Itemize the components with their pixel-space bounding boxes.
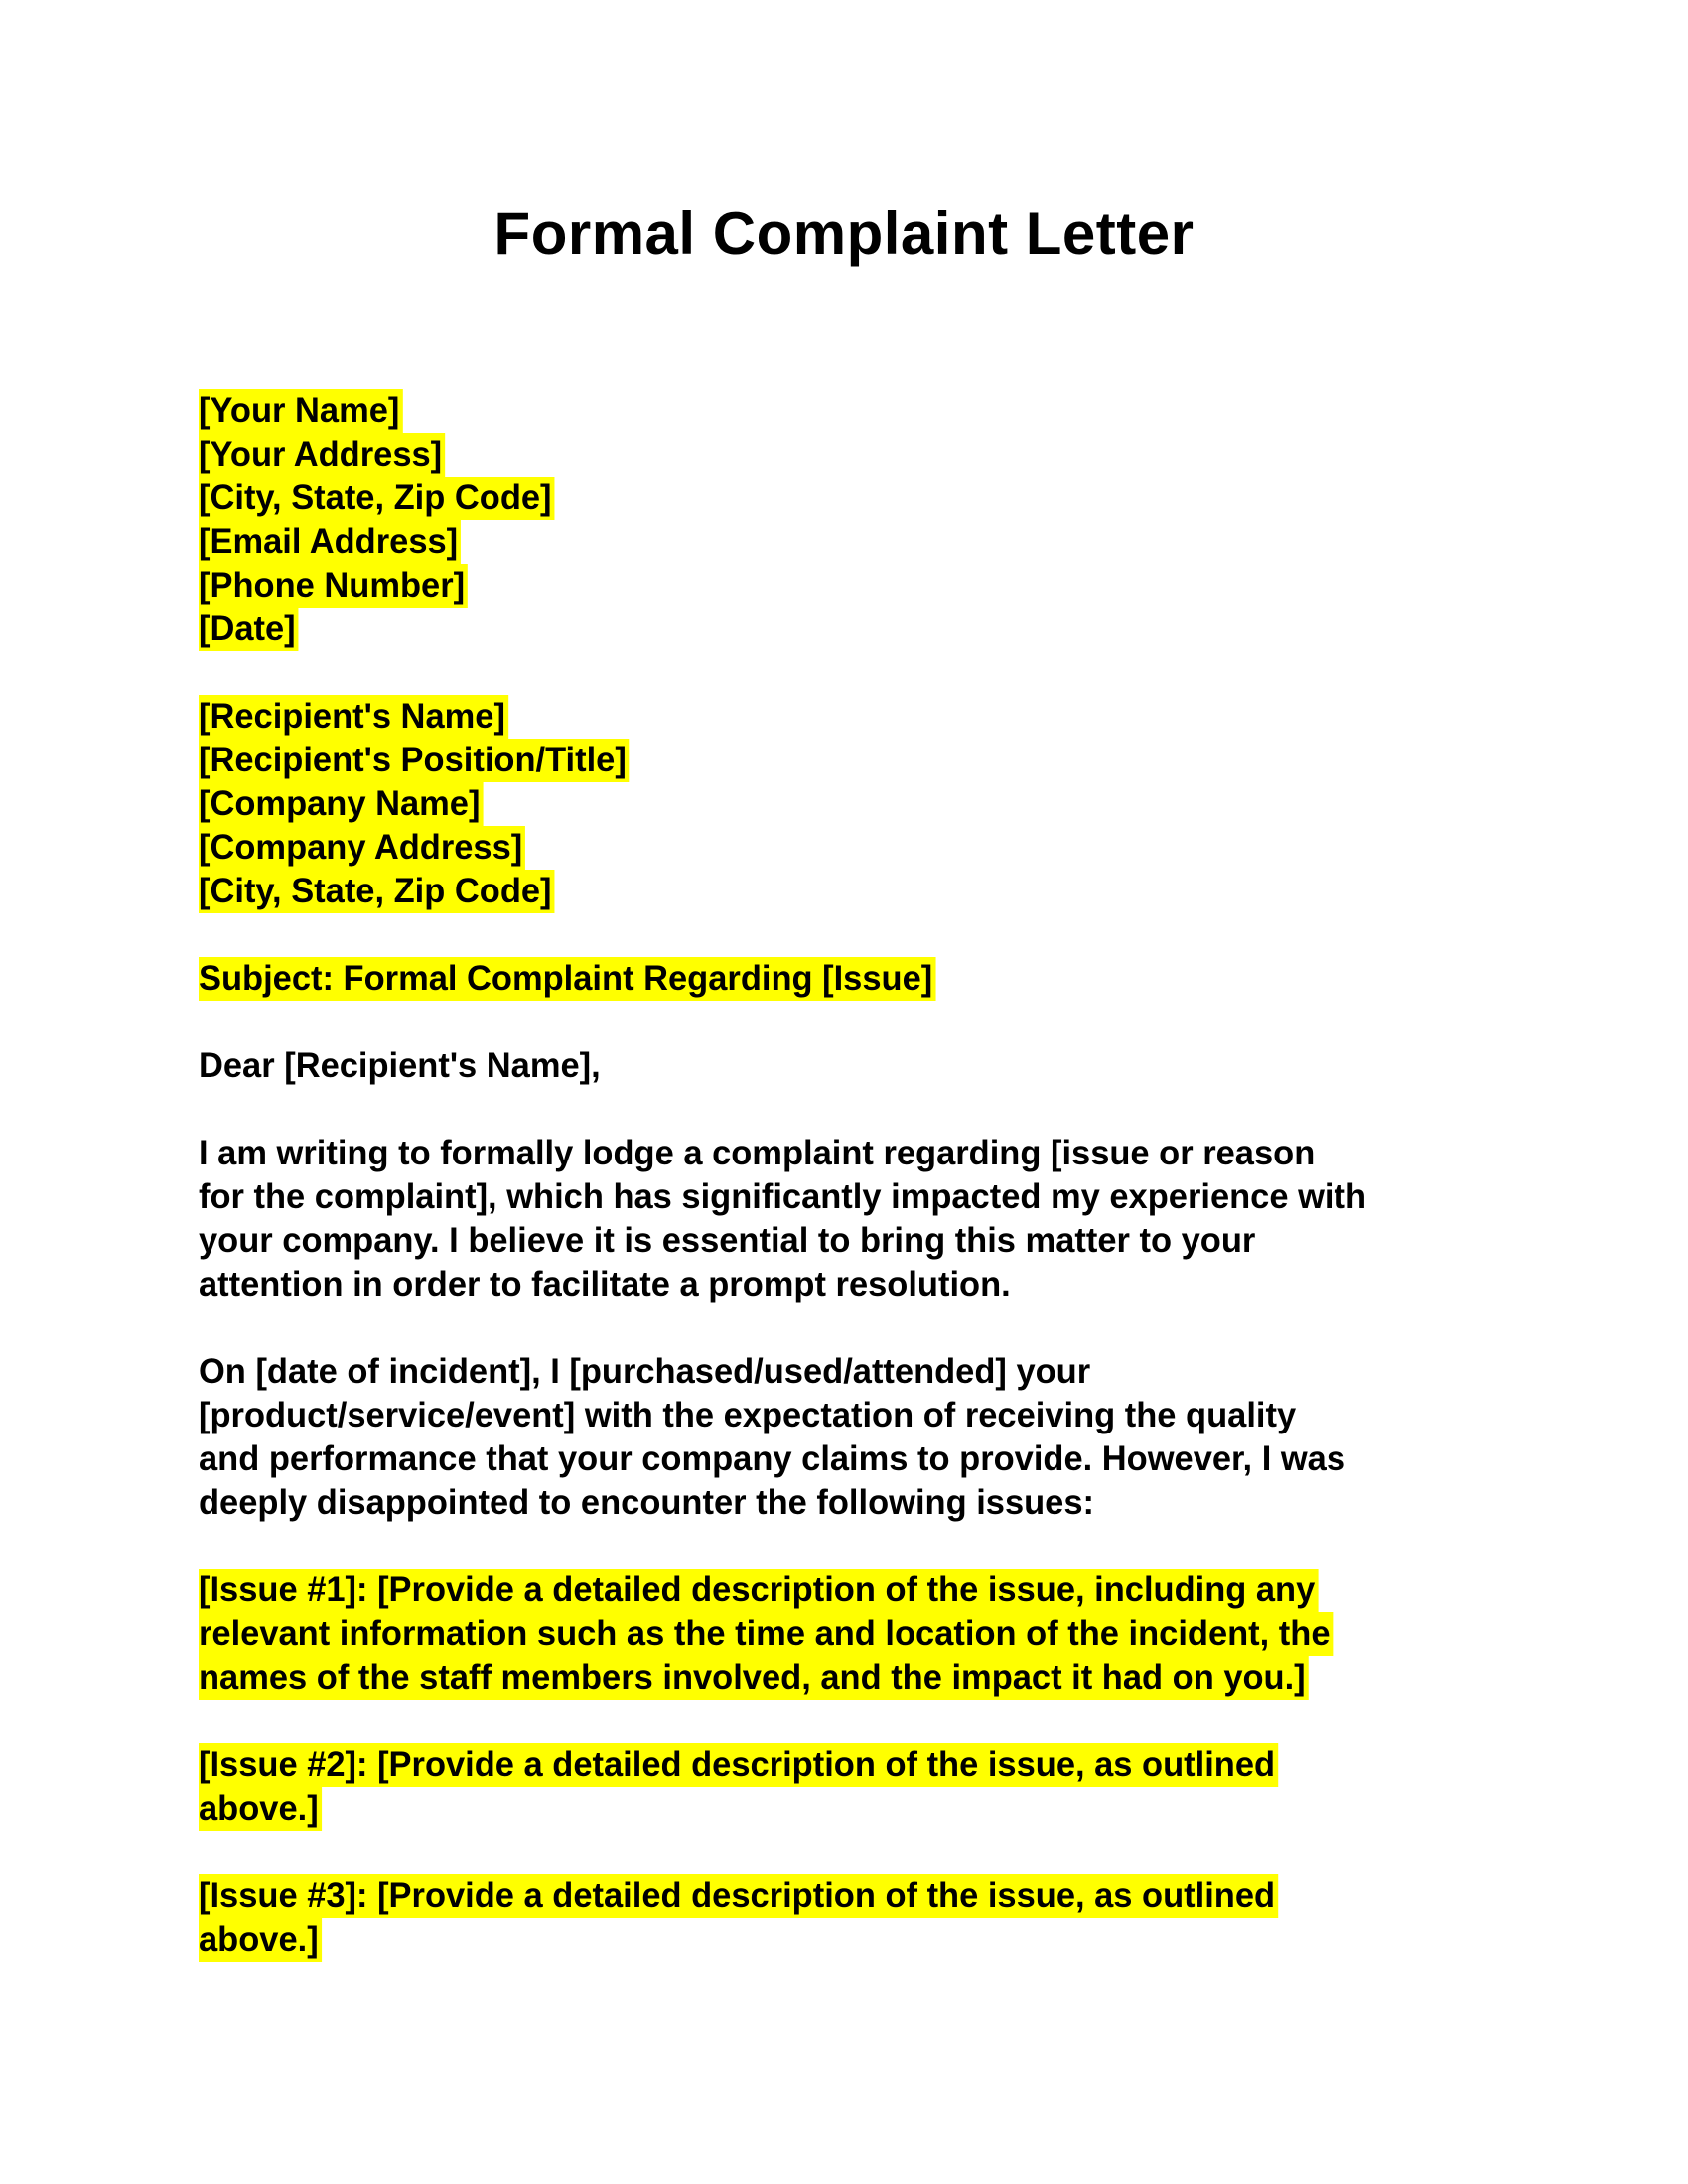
paragraph-line: for the complaint], which has significantly impacted my experience with [199,1177,1367,1216]
issue-1-placeholder[interactable]: relevant information such as the time and location of the incident, the [199,1612,1333,1656]
issue-3-placeholder[interactable]: above.] [199,1918,322,1962]
paragraph-line: your company. I believe it is essential to bring this matter to your [199,1221,1256,1260]
company-address-line [199,826,1489,870]
sender-date-line [199,608,1489,651]
recipient-name-line [199,695,1489,739]
subject-placeholder[interactable]: Subject: Formal Complaint Regarding [Issue] [199,957,935,1001]
company-name-placeholder[interactable]: [Company Name] [199,782,483,826]
page-title: Formal Complaint Letter [493,201,1195,267]
subject-line [199,957,1489,1001]
sender-city-placeholder[interactable]: [City, State, Zip Code] [199,477,554,520]
issue-2-placeholder[interactable]: [Issue #2]: [Provide a detailed description of the issue, as outlined [199,1743,1278,1787]
issue-line [199,1874,1489,1918]
recipient-title-line [199,739,1489,782]
issue-line [199,1787,1489,1831]
issue-line [199,1743,1489,1787]
issue-line [199,1656,1489,1700]
issue-2-placeholder[interactable]: above.] [199,1787,322,1831]
issue-1-block [199,1569,1509,1700]
recipient-title-placeholder[interactable]: [Recipient's Position/Title] [199,739,630,782]
paragraph-line: deeply disappointed to encounter the following issues: [199,1483,1094,1522]
body-paragraph-2 [199,1350,1509,1525]
salutation [199,1044,1489,1088]
paragraph-line: attention in order to facilitate a prompt resolution. [199,1265,1011,1303]
sender-city-line [199,477,1489,520]
body-paragraph-1 [199,1132,1509,1306]
sender-email-line [199,520,1489,564]
sender-address-placeholder[interactable]: [Your Address] [199,433,445,477]
subject-block [199,957,1509,1001]
issue-1-placeholder[interactable]: [Issue #1]: [Provide a detailed description of the issue, including any [199,1569,1318,1612]
issue-2-block [199,1743,1509,1831]
sender-address-block [199,389,1509,651]
paragraph-line: and performance that your company claims to provide. However, I was [199,1439,1346,1478]
paragraph-line: [product/service/event] with the expectation of receiving the quality [199,1396,1297,1434]
issue-3-block [199,1874,1509,1962]
sender-phone-line [199,564,1489,608]
issue-line [199,1569,1489,1612]
sender-name-line [199,389,1489,433]
company-name-line [199,782,1489,826]
sender-name-placeholder[interactable]: [Your Name] [199,389,402,433]
salutation-text: Dear [Recipient's Name], [199,1046,601,1085]
recipient-city-placeholder[interactable]: [City, State, Zip Code] [199,870,554,913]
issue-1-placeholder[interactable]: names of the staff members involved, and the impact it had on you.] [199,1656,1309,1700]
issue-line [199,1612,1489,1656]
date-placeholder[interactable]: [Date] [199,608,299,651]
paragraph-line: On [date of incident], I [purchased/used/attended] your [199,1352,1091,1391]
sender-email-placeholder[interactable]: [Email Address] [199,520,461,564]
paragraph-line: I am writing to formally lodge a complaint regarding [issue or reason [199,1134,1316,1172]
greeting-block [199,1044,1509,1088]
issue-line [199,1918,1489,1962]
sender-phone-placeholder[interactable]: [Phone Number] [199,564,468,608]
issue-3-placeholder[interactable]: [Issue #3]: [Provide a detailed description of the issue, as outlined [199,1874,1278,1918]
recipient-name-placeholder[interactable]: [Recipient's Name] [199,695,508,739]
company-address-placeholder[interactable]: [Company Address] [199,826,525,870]
sender-address-line [199,433,1489,477]
recipient-city-line [199,870,1489,913]
recipient-address-block [199,695,1509,913]
